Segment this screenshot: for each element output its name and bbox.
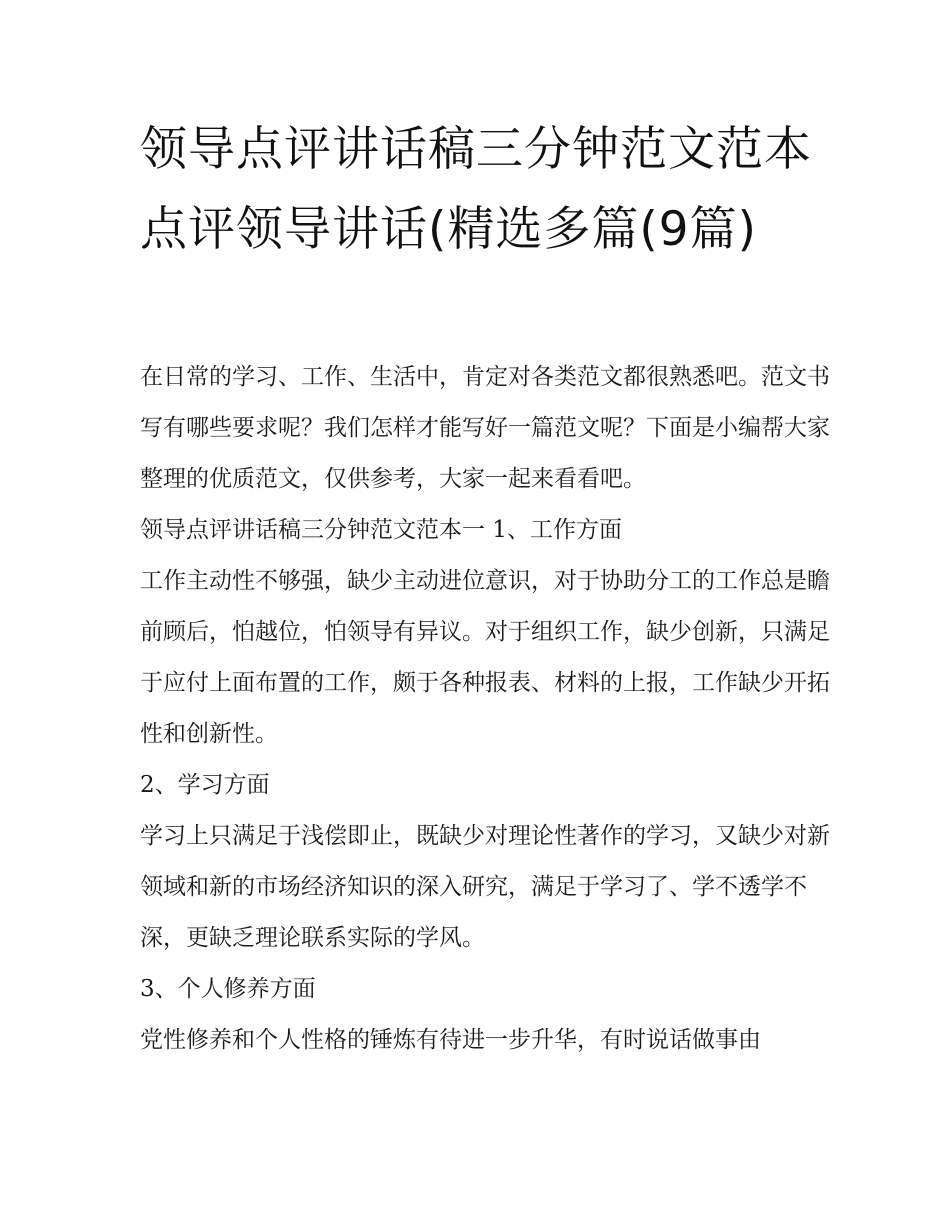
document-body [140, 352, 830, 1066]
section-heading-work: 领导点评讲话稿三分钟范文范本一 1、工作方面 [140, 517, 622, 543]
section-heading-study: 2、学习方面 [140, 772, 270, 798]
work-paragraph: 工作主动性不够强，缺少主动进位意识，对于协助分工的工作总是瞻前顾后，怕越位，怕领导有异议。对于组织工作，缺少创新，只满足于应付上面布置的工作，颇于各种报表、材料的上报，工作缺少开拓性和创新性。 [140, 568, 830, 747]
intro-paragraph: 在日常的学习、工作、生活中，肯定对各类范文都很熟悉吧。范文书写有哪些要求呢？我们怎样才能写好一篇范文呢？下面是小编帮大家整理的优质范文，仅供参考，大家一起来看看吧。 [140, 364, 830, 492]
study-paragraph: 学习上只满足于浅偿即止，既缺少对理论性著作的学习，又缺少对新领域和新的市场经济知识的深入研究，满足于学习了、学不透学不深，更缺乏理论联系实际的学风。 [140, 823, 830, 951]
document-title: 领导点评讲话稿三分钟范文范本 点评领导讲话(精选多篇(9篇) [140, 122, 812, 257]
self-cultivation-paragraph: 党性修养和个人性格的锤炼有待进一步升华，有时说话做事由 [140, 1027, 761, 1053]
section-heading-self-cultivation: 3、个人修养方面 [140, 976, 316, 1002]
